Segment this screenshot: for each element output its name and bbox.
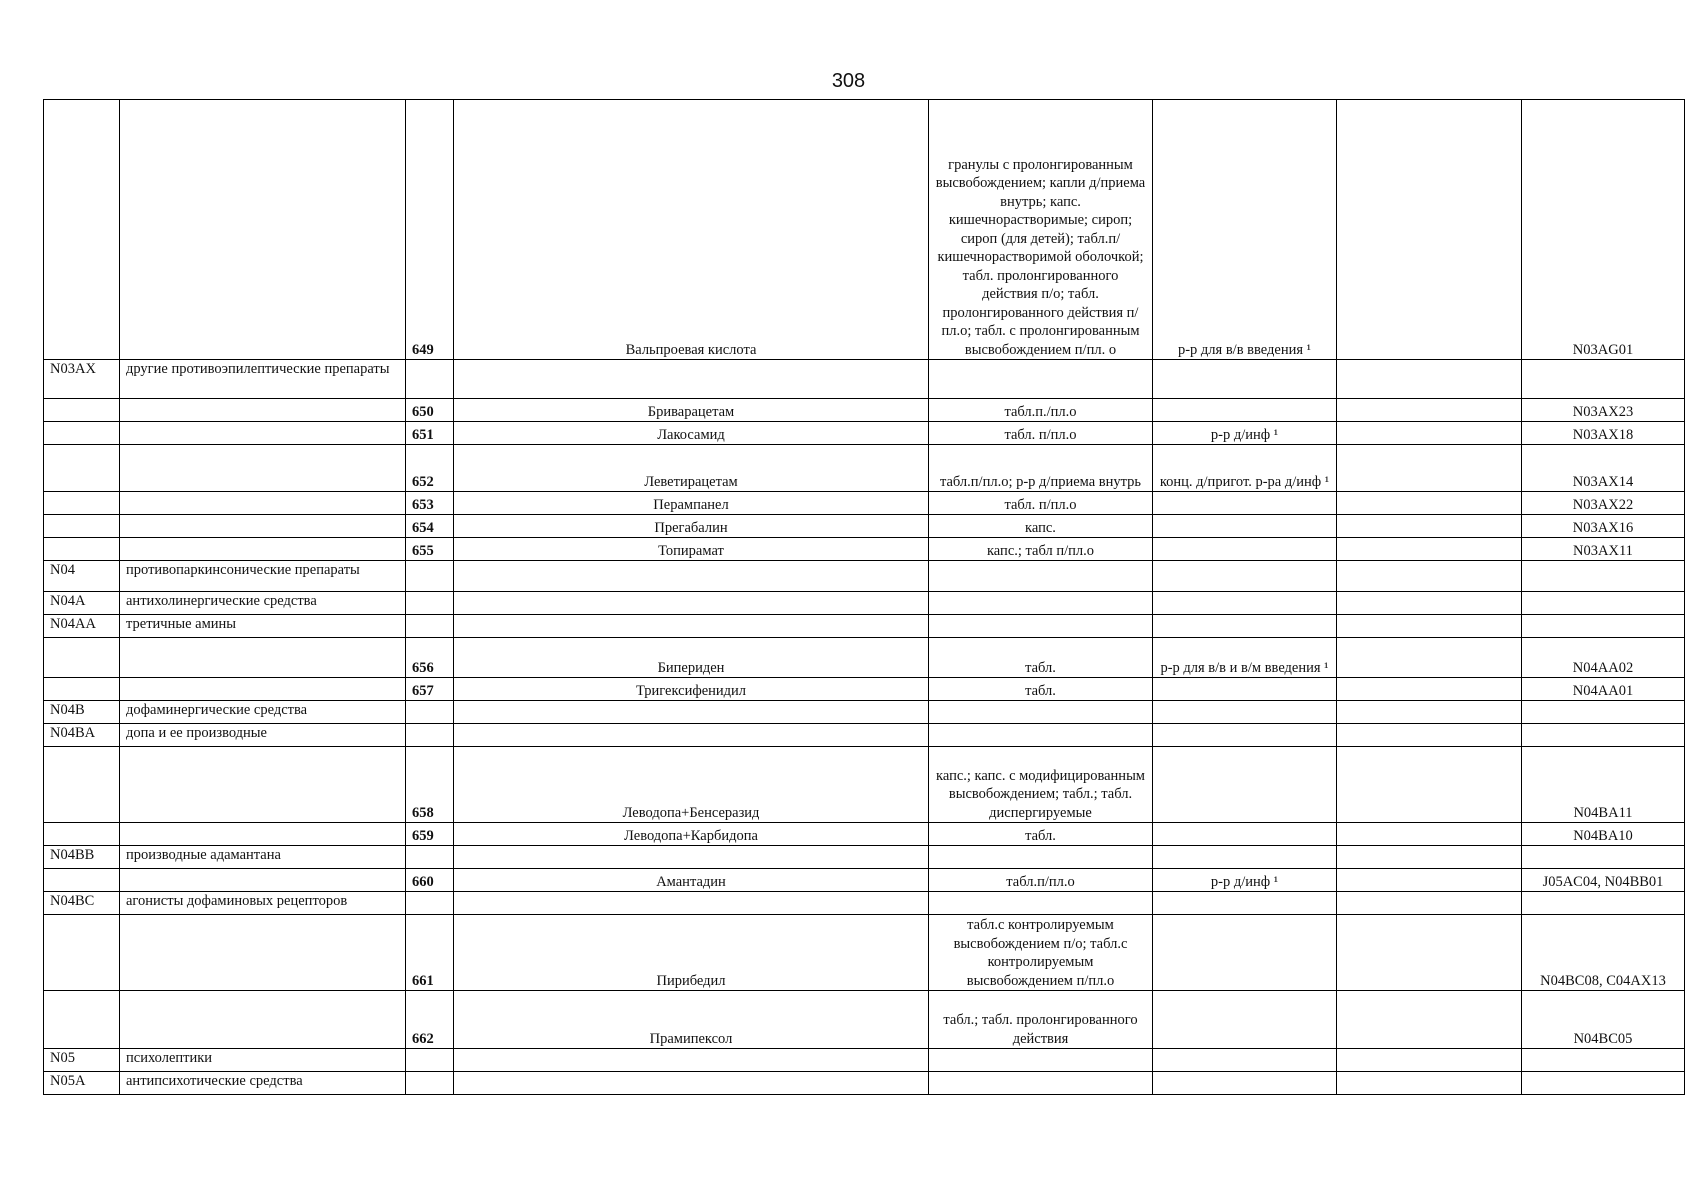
dosage-forms: табл.с контролируемым высвобождением п/о; табл.с контролируемым высвобождением п/пл.о xyxy=(929,915,1153,991)
row-number xyxy=(406,615,454,638)
hospital-dosage-forms xyxy=(1153,915,1337,991)
extra-column xyxy=(1337,678,1522,701)
row-number: 652 xyxy=(406,445,454,492)
dosage-forms: табл. xyxy=(929,638,1153,678)
table-row xyxy=(44,360,1685,399)
dosage-forms xyxy=(929,1072,1153,1095)
extra-column xyxy=(1337,561,1522,592)
drug-name: Перампанел xyxy=(454,492,929,515)
drug-name: Леводопа+Карбидопа xyxy=(454,823,929,846)
atc-group-code xyxy=(44,915,120,991)
atc-group-name xyxy=(120,915,406,991)
drug-name xyxy=(454,892,929,915)
atc-code: J05AC04, N04BB01 xyxy=(1522,869,1685,892)
hospital-dosage-forms xyxy=(1153,561,1337,592)
atc-code xyxy=(1522,1049,1685,1072)
extra-column xyxy=(1337,515,1522,538)
hospital-dosage-forms xyxy=(1153,678,1337,701)
atc-code: N03AX16 xyxy=(1522,515,1685,538)
dosage-forms: капс. xyxy=(929,515,1153,538)
hospital-dosage-forms xyxy=(1153,892,1337,915)
extra-column xyxy=(1337,422,1522,445)
dosage-forms xyxy=(929,724,1153,747)
dosage-forms: табл.п/пл.о xyxy=(929,869,1153,892)
dosage-forms xyxy=(929,561,1153,592)
atc-group-code: N04BC xyxy=(44,892,120,915)
row-number: 653 xyxy=(406,492,454,515)
extra-column xyxy=(1337,538,1522,561)
drug-name: Леводопа+Бенсеразид xyxy=(454,747,929,823)
atc-group-name: антихолинергические средства xyxy=(120,592,406,615)
row-number: 650 xyxy=(406,399,454,422)
table-row xyxy=(44,592,1685,615)
drug-name: Амантадин xyxy=(454,869,929,892)
atc-group-name xyxy=(120,515,406,538)
table-row xyxy=(44,1049,1685,1072)
drug-name xyxy=(454,592,929,615)
extra-column xyxy=(1337,869,1522,892)
atc-code: N03AX18 xyxy=(1522,422,1685,445)
atc-group-code xyxy=(44,422,120,445)
atc-group-code xyxy=(44,399,120,422)
hospital-dosage-forms xyxy=(1153,538,1337,561)
table-row xyxy=(44,724,1685,747)
hospital-dosage-forms xyxy=(1153,515,1337,538)
atc-group-code xyxy=(44,538,120,561)
drug-name xyxy=(454,561,929,592)
drug-name: Бриварацетам xyxy=(454,399,929,422)
row-number xyxy=(406,1049,454,1072)
atc-group-name xyxy=(120,991,406,1049)
extra-column xyxy=(1337,360,1522,399)
drug-list-table xyxy=(43,99,1685,1095)
atc-group-name xyxy=(120,678,406,701)
extra-column xyxy=(1337,823,1522,846)
drug-name xyxy=(454,360,929,399)
atc-code: N03AX14 xyxy=(1522,445,1685,492)
extra-column xyxy=(1337,701,1522,724)
extra-column xyxy=(1337,100,1522,360)
atc-group-name: производные адамантана xyxy=(120,846,406,869)
hospital-dosage-forms xyxy=(1153,991,1337,1049)
atc-code: N03AX22 xyxy=(1522,492,1685,515)
atc-group-code xyxy=(44,638,120,678)
hospital-dosage-forms xyxy=(1153,399,1337,422)
atc-code: N03AG01 xyxy=(1522,100,1685,360)
extra-column xyxy=(1337,915,1522,991)
atc-group-name xyxy=(120,538,406,561)
atc-group-code xyxy=(44,991,120,1049)
row-number xyxy=(406,724,454,747)
extra-column xyxy=(1337,592,1522,615)
dosage-forms: табл.п./пл.о xyxy=(929,399,1153,422)
atc-group-code xyxy=(44,100,120,360)
atc-code: N04BA11 xyxy=(1522,747,1685,823)
hospital-dosage-forms xyxy=(1153,747,1337,823)
dosage-forms xyxy=(929,701,1153,724)
table-row xyxy=(44,991,1685,1049)
atc-group-code: N04AA xyxy=(44,615,120,638)
drug-name xyxy=(454,724,929,747)
drug-name xyxy=(454,1049,929,1072)
row-number xyxy=(406,592,454,615)
atc-group-code xyxy=(44,492,120,515)
atc-group-code: N05A xyxy=(44,1072,120,1095)
hospital-dosage-forms xyxy=(1153,724,1337,747)
drug-name: Прамипексол xyxy=(454,991,929,1049)
dosage-forms: табл. п/пл.о xyxy=(929,422,1153,445)
extra-column xyxy=(1337,638,1522,678)
table-row xyxy=(44,747,1685,823)
drug-name xyxy=(454,701,929,724)
hospital-dosage-forms xyxy=(1153,1049,1337,1072)
atc-code: N03AX11 xyxy=(1522,538,1685,561)
atc-group-name: психолептики xyxy=(120,1049,406,1072)
table-row xyxy=(44,100,1685,360)
dosage-forms xyxy=(929,892,1153,915)
drug-name: Бипериден xyxy=(454,638,929,678)
hospital-dosage-forms xyxy=(1153,592,1337,615)
atc-group-code: N05 xyxy=(44,1049,120,1072)
drug-name xyxy=(454,846,929,869)
row-number xyxy=(406,1072,454,1095)
atc-group-code xyxy=(44,823,120,846)
drug-name: Лакосамид xyxy=(454,422,929,445)
table-row xyxy=(44,892,1685,915)
dosage-forms: табл. xyxy=(929,823,1153,846)
extra-column xyxy=(1337,892,1522,915)
row-number: 649 xyxy=(406,100,454,360)
drug-name: Топирамат xyxy=(454,538,929,561)
extra-column xyxy=(1337,399,1522,422)
atc-group-name xyxy=(120,638,406,678)
hospital-dosage-forms: р-р д/инф ¹ xyxy=(1153,869,1337,892)
atc-group-name xyxy=(120,422,406,445)
drug-name: Леветирацетам xyxy=(454,445,929,492)
atc-group-code xyxy=(44,869,120,892)
table-row xyxy=(44,615,1685,638)
atc-code: N04BA10 xyxy=(1522,823,1685,846)
dosage-forms xyxy=(929,360,1153,399)
atc-group-code xyxy=(44,678,120,701)
table-row xyxy=(44,869,1685,892)
atc-group-code xyxy=(44,747,120,823)
extra-column xyxy=(1337,492,1522,515)
hospital-dosage-forms xyxy=(1153,492,1337,515)
atc-group-name xyxy=(120,100,406,360)
atc-code xyxy=(1522,846,1685,869)
hospital-dosage-forms xyxy=(1153,360,1337,399)
dosage-forms xyxy=(929,615,1153,638)
table-row xyxy=(44,823,1685,846)
atc-code xyxy=(1522,892,1685,915)
row-number xyxy=(406,892,454,915)
atc-group-code xyxy=(44,515,120,538)
hospital-dosage-forms xyxy=(1153,615,1337,638)
atc-code xyxy=(1522,561,1685,592)
atc-code: N03AX23 xyxy=(1522,399,1685,422)
atc-group-code: N04A xyxy=(44,592,120,615)
table-row xyxy=(44,422,1685,445)
atc-code xyxy=(1522,701,1685,724)
atc-code xyxy=(1522,592,1685,615)
row-number: 658 xyxy=(406,747,454,823)
dosage-forms xyxy=(929,846,1153,869)
atc-group-name: противопаркинсонические препараты xyxy=(120,561,406,592)
atc-group-name: третичные амины xyxy=(120,615,406,638)
table-row xyxy=(44,915,1685,991)
dosage-forms: капс.; капс. с модифицированным высвобождением; табл.; табл. диспергируемые xyxy=(929,747,1153,823)
atc-group-name: допа и ее производные xyxy=(120,724,406,747)
drug-name: Вальпроевая кислота xyxy=(454,100,929,360)
row-number: 651 xyxy=(406,422,454,445)
table-row xyxy=(44,515,1685,538)
dosage-forms: табл.; табл. пролонгированного действия xyxy=(929,991,1153,1049)
row-number xyxy=(406,846,454,869)
atc-group-code: N04B xyxy=(44,701,120,724)
dosage-forms: капс.; табл п/пл.о xyxy=(929,538,1153,561)
atc-code xyxy=(1522,724,1685,747)
atc-group-name xyxy=(120,823,406,846)
dosage-forms: гранулы с пролонгированным высвобождением; капли д/приема внутрь; капс. кишечнорастворимые; сироп; сироп (для детей); табл.п/кишечнорастворимой оболочкой; табл. пролонгированного действия п/о; табл. пролонгированного действия п/пл.о; табл. с пролонгированным высвобождением п/пл. о xyxy=(929,100,1153,360)
page-number: 308 xyxy=(831,70,866,92)
drug-name xyxy=(454,615,929,638)
table-row xyxy=(44,538,1685,561)
table-row xyxy=(44,846,1685,869)
atc-group-name xyxy=(120,747,406,823)
atc-group-code: N04BB xyxy=(44,846,120,869)
row-number xyxy=(406,360,454,399)
dosage-forms: табл. п/пл.о xyxy=(929,492,1153,515)
table-row xyxy=(44,678,1685,701)
table-row xyxy=(44,1072,1685,1095)
atc-group-code xyxy=(44,445,120,492)
atc-group-code: N04BA xyxy=(44,724,120,747)
row-number: 661 xyxy=(406,915,454,991)
hospital-dosage-forms: р-р д/инф ¹ xyxy=(1153,422,1337,445)
dosage-forms: табл. xyxy=(929,678,1153,701)
hospital-dosage-forms xyxy=(1153,823,1337,846)
drug-name: Пирибедил xyxy=(454,915,929,991)
row-number: 660 xyxy=(406,869,454,892)
atc-group-name xyxy=(120,445,406,492)
table-row xyxy=(44,445,1685,492)
atc-group-name xyxy=(120,492,406,515)
hospital-dosage-forms: конц. д/пригот. р-ра д/инф ¹ xyxy=(1153,445,1337,492)
row-number: 662 xyxy=(406,991,454,1049)
atc-group-name xyxy=(120,399,406,422)
drug-name: Тригексифенидил xyxy=(454,678,929,701)
extra-column xyxy=(1337,445,1522,492)
atc-code: N04BC05 xyxy=(1522,991,1685,1049)
atc-group-code: N03AX xyxy=(44,360,120,399)
atc-code: N04BC08, C04AX13 xyxy=(1522,915,1685,991)
table-row xyxy=(44,561,1685,592)
atc-group-code: N04 xyxy=(44,561,120,592)
dosage-forms xyxy=(929,1049,1153,1072)
atc-code: N04AA01 xyxy=(1522,678,1685,701)
extra-column xyxy=(1337,991,1522,1049)
hospital-dosage-forms: р-р для в/в введения ¹ xyxy=(1153,100,1337,360)
extra-column xyxy=(1337,747,1522,823)
extra-column xyxy=(1337,1072,1522,1095)
atc-group-name: антипсихотические средства xyxy=(120,1072,406,1095)
row-number xyxy=(406,701,454,724)
atc-code: N04AA02 xyxy=(1522,638,1685,678)
atc-code xyxy=(1522,360,1685,399)
hospital-dosage-forms xyxy=(1153,701,1337,724)
row-number: 656 xyxy=(406,638,454,678)
atc-code xyxy=(1522,1072,1685,1095)
extra-column xyxy=(1337,615,1522,638)
drug-name xyxy=(454,1072,929,1095)
extra-column xyxy=(1337,1049,1522,1072)
atc-group-name: дофаминергические средства xyxy=(120,701,406,724)
table-row xyxy=(44,638,1685,678)
dosage-forms xyxy=(929,592,1153,615)
dosage-forms: табл.п/пл.о; р-р д/приема внутрь xyxy=(929,445,1153,492)
table-row xyxy=(44,399,1685,422)
drug-name: Прегабалин xyxy=(454,515,929,538)
atc-group-name: агонисты дофаминовых рецепторов xyxy=(120,892,406,915)
row-number: 657 xyxy=(406,678,454,701)
hospital-dosage-forms xyxy=(1153,846,1337,869)
atc-code xyxy=(1522,615,1685,638)
atc-group-name: другие противоэпилептические препараты xyxy=(120,360,406,399)
extra-column xyxy=(1337,724,1522,747)
table-row xyxy=(44,492,1685,515)
row-number: 659 xyxy=(406,823,454,846)
row-number: 654 xyxy=(406,515,454,538)
row-number: 655 xyxy=(406,538,454,561)
hospital-dosage-forms xyxy=(1153,1072,1337,1095)
extra-column xyxy=(1337,846,1522,869)
atc-group-name xyxy=(120,869,406,892)
row-number xyxy=(406,561,454,592)
hospital-dosage-forms: р-р для в/в и в/м введения ¹ xyxy=(1153,638,1337,678)
table-row xyxy=(44,701,1685,724)
